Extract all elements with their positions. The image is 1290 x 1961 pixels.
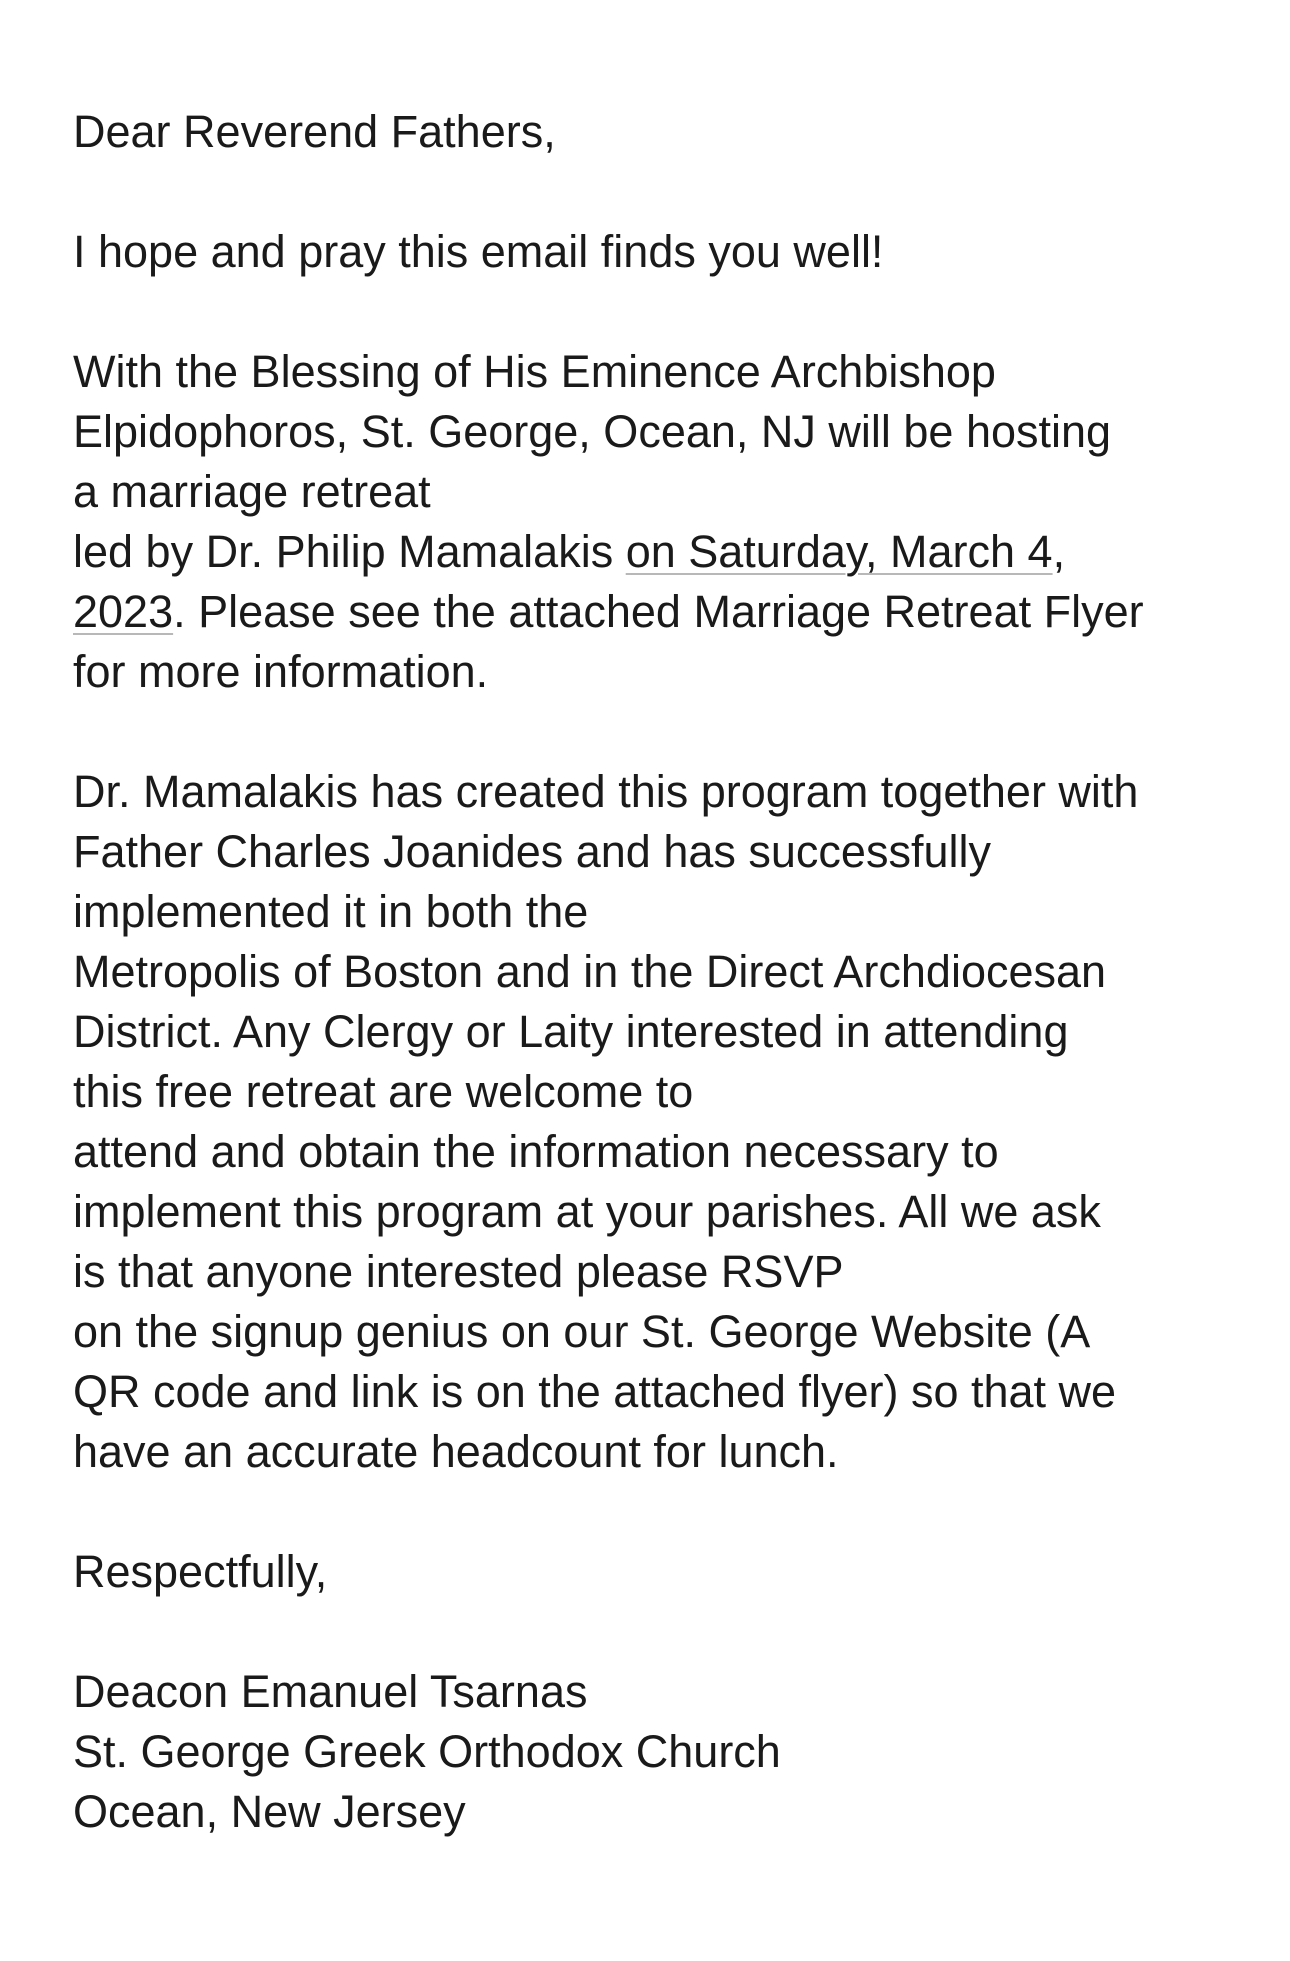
intro-paragraph	[73, 222, 1230, 282]
signature-location: Ocean, New Jersey	[73, 1786, 466, 1837]
program-line: Dr. Mamalakis has created this program together with	[73, 766, 1139, 817]
announcement-line: a marriage retreat	[73, 466, 431, 517]
signature-church: St. George Greek Orthodox Church	[73, 1726, 781, 1777]
program-line: on the signup genius on our St. George Website (A	[73, 1306, 1091, 1357]
announcement-text: led by Dr. Philip Mamalakis	[73, 526, 626, 577]
greeting	[73, 102, 1230, 162]
event-year-link[interactable]: 2023	[73, 586, 174, 637]
announcement-line	[73, 522, 1230, 582]
signature-block	[73, 1662, 1230, 1842]
announcement-line: for more information.	[73, 646, 489, 697]
announcement-text: . Please see the attached Marriage Retreat Flyer	[173, 586, 1144, 637]
program-line: this free retreat are welcome to	[73, 1066, 694, 1117]
program-line: attend and obtain the information necessary to	[73, 1126, 999, 1177]
closing	[73, 1542, 1230, 1602]
program-line: implemented it in both the	[73, 886, 589, 937]
announcement-paragraph	[73, 342, 1230, 702]
announcement-line: Elpidophoros, St. George, Ocean, NJ will be hosting	[73, 406, 1112, 457]
program-line: implement this program at your parishes. All we ask	[73, 1186, 1101, 1237]
program-line: have an accurate headcount for lunch.	[73, 1426, 839, 1477]
announcement-text: ,	[1052, 526, 1066, 577]
program-line: Father Charles Joanides and has successfully	[73, 826, 991, 877]
announcement-line: With the Blessing of His Eminence Archbishop	[73, 346, 996, 397]
program-line: is that anyone interested please RSVP	[73, 1246, 844, 1297]
program-line: District. Any Clergy or Laity interested in attending	[73, 1006, 1069, 1057]
closing-text: Respectfully,	[73, 1546, 328, 1597]
greeting-text: Dear Reverend Fathers,	[73, 106, 556, 157]
program-paragraph	[73, 762, 1230, 1482]
intro-text: I hope and pray this email finds you well!	[73, 226, 884, 277]
program-line: Metropolis of Boston and in the Direct Archdiocesan	[73, 946, 1107, 997]
signature-name: Deacon Emanuel Tsarnas	[73, 1666, 588, 1717]
event-date-link[interactable]: on Saturday, March 4	[625, 526, 1053, 577]
announcement-line	[73, 582, 1230, 642]
program-line: QR code and link is on the attached flyer) so that we	[73, 1366, 1117, 1417]
